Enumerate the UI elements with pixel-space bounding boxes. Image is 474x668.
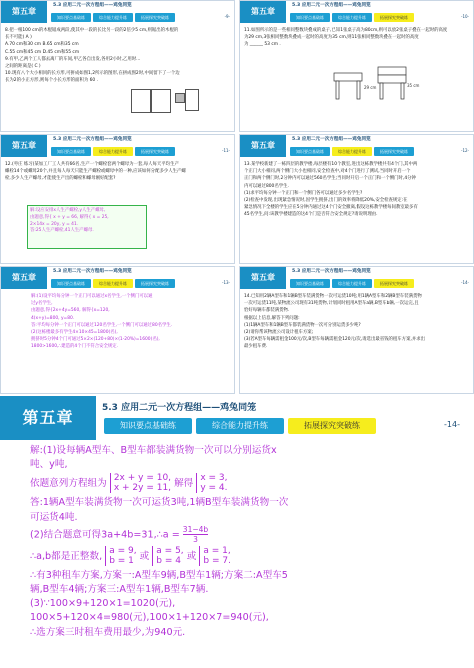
rectangle-figure — [131, 89, 201, 113]
label-35cm: 35 cm — [407, 83, 420, 88]
tab-bar — [47, 13, 234, 22]
chapter-title: 第五章 — [240, 135, 286, 157]
slide-header — [240, 267, 473, 289]
section-title: 5.3 应用二元一次方程组——鸡兔同笼 — [53, 137, 132, 142]
solve-label: 解得 — [174, 478, 194, 490]
solution-system — [152, 546, 183, 566]
tab-extension[interactable]: 拓展探究突破练 — [135, 13, 175, 22]
tab-basic[interactable]: 知识要点基础练 — [290, 147, 330, 156]
text-line: 恰好每辆车都装满货物. — [244, 308, 290, 314]
fraction-denominator: 3 — [193, 534, 198, 544]
tab-comprehensive[interactable]: 综合能力提升练 — [93, 13, 133, 22]
solution-row: x = 3, — [200, 473, 228, 484]
label-29cm: 29 cm — [364, 85, 377, 90]
slide-page-10 — [239, 0, 474, 132]
tab-bar — [47, 147, 234, 156]
text-line: 根据以上信息,解答下列问题: — [244, 315, 300, 321]
text-line: A.70 cm和30 cm B.65 cm和35 cm — [5, 42, 79, 48]
chapter-title: 第五章 — [1, 1, 47, 23]
tab-extension[interactable]: 拓展探究突破练 — [288, 418, 376, 434]
text-line: (3)若A型车每辆需租金100元/次,B型车每辆需租金120元/次,请选出最省钱的租车方案,并求出 — [244, 337, 426, 343]
solution-line: ∴选方案三时租车费用最少,为940元. — [30, 626, 186, 638]
chapter-title: 第五章 — [1, 267, 47, 289]
solution-text-part: (2)结合题意可得3a+4b=31,∴a = — [30, 529, 180, 541]
equation-prefix: 依题意列方程组为 — [30, 478, 107, 490]
slide-body — [244, 293, 469, 351]
answer-line: (2)这栋楼最多有学生4×10×45=1800(名), — [31, 330, 118, 336]
equation-row: 2x + y = 10, — [113, 473, 172, 484]
text-line: 一次可运货11吨,某物流公司现有31吨货物,计划同时租用A型车a辆,B型车b辆,一次运完,且 — [244, 301, 419, 307]
equation-system — [110, 473, 171, 493]
answer-line: 2×14x = 20y, y = 41. — [30, 221, 79, 227]
solution-line: 解:(1)设每辆A型车、B型车都装满货物一次可以分别运货x — [30, 445, 277, 456]
text-line: (1)1辆A型车和1辆B型车都装满货物一次可分别运货多少吨? — [244, 322, 361, 328]
solution-line: 可运货4吨. — [30, 511, 78, 523]
answer-line: 过y名学生, — [31, 301, 53, 307]
tab-extension[interactable]: 拓展探究突破练 — [374, 13, 414, 22]
solution-text-part: ∴a,b都是正整数, — [30, 550, 103, 562]
tab-comprehensive[interactable]: 综合能力提升练 — [196, 418, 284, 434]
text-line: 正门和两个侧门时,2分钟内可以通过560名学生;当同时开启一个正门和一个侧门时,4分钟 — [244, 176, 416, 182]
text-line: 14.已知用2辆A型车和1辆B型车装满货物一次可运货10吨;用1辆A型车和2辆B型车装满货物 — [244, 294, 422, 299]
answer-line: 答:25人生产螺栓,41人生产螺母. — [30, 228, 94, 234]
chapter-title: 第五章 — [240, 267, 286, 289]
slide-page-12 — [239, 134, 474, 264]
page-number: -12- — [461, 148, 469, 153]
page-number: -10- — [461, 14, 469, 19]
section-title: 5.3 应用二元一次方程组——鸡兔同笼 — [292, 269, 371, 274]
fraction — [183, 525, 208, 544]
slide-page-13 — [0, 266, 235, 394]
solution-line: 吨、y吨, — [30, 459, 68, 471]
solution-row: y = 4. — [200, 483, 228, 494]
text-line: 最少租车费. — [244, 344, 268, 350]
solution-row: b = 4 — [156, 555, 181, 566]
answer-line: 4(x+y)=800, y=80. — [31, 315, 75, 321]
section-title: 5.3 应用二元一次方程组——鸡兔同笼 — [53, 3, 132, 8]
slide-body — [5, 161, 230, 183]
answer-line: 由题意,得{2x+4y=560, 解得{x=120, — [31, 308, 110, 314]
solution-row: b = 1 — [109, 555, 134, 566]
slide-header — [1, 267, 234, 289]
text-line: C.55 cm和45 cm D.45 cm和55 cm — [5, 49, 80, 55]
text-line: 栓,多少人生产螺母,才能使生产出的螺栓和螺母刚好配套? — [5, 176, 116, 182]
fraction-line — [30, 525, 450, 545]
text-line: 45名学生,问:该教学楼建造的这4个门是否符合安全规定?请说明理由. — [244, 212, 378, 218]
page-number: -9- — [224, 14, 230, 19]
tab-comprehensive[interactable]: 综合能力提升练 — [332, 147, 372, 156]
solution-system — [196, 473, 227, 493]
tab-extension[interactable]: 拓展探究突破练 — [374, 279, 414, 288]
or-word: 或 — [186, 550, 197, 562]
section-title: 5.3 应用二元一次方程组——鸡兔同笼 — [292, 3, 371, 8]
tab-basic[interactable]: 知识要点基础练 — [290, 279, 330, 288]
text-line: 长不可能( A ) — [5, 35, 32, 41]
answer-line: 由题意,得{ x + y = 66, 解得{ x = 25, — [30, 214, 109, 220]
slide-page-14-small — [239, 266, 474, 394]
slide-page-9 — [0, 0, 235, 132]
solution-row: a = 9, — [109, 545, 137, 556]
tab-basic[interactable]: 知识要点基础练 — [51, 147, 91, 156]
text-line: 个正门大小相同,两个侧门大小也相同,安全检查中,对4个门进行了测试,当同时开启一个 — [244, 169, 411, 175]
slide-header — [240, 135, 473, 157]
solution-text — [30, 444, 450, 640]
tab-extension[interactable]: 拓展探究突破练 — [374, 147, 414, 156]
page-number: -14- — [444, 420, 460, 429]
slide-body — [5, 27, 230, 85]
tab-comprehensive[interactable]: 综合能力提升练 — [332, 279, 372, 288]
solution-row: a = 1, — [203, 545, 231, 556]
tab-bar — [286, 147, 473, 156]
solution-line: 辆,B型车4辆;方案三:A型车1辆,B型车7辆. — [30, 584, 209, 596]
page-number: -11- — [222, 148, 230, 153]
solution-line: 100×5+120×4=980(元),100×1+120×7=940(元), — [30, 612, 269, 624]
tab-bar — [47, 279, 234, 288]
chapter-title: 第五章 — [1, 135, 47, 157]
tab-bar — [96, 418, 474, 434]
text-line: (2)请你帮该物流公司设计租车方案; — [244, 330, 314, 336]
text-line: 11.如图所示的是一些相同整数块叠成的桌子,已知1张桌子高为80cm,则可以放2张桌子叠在一起时的高度 — [244, 28, 448, 33]
solution-system — [199, 546, 231, 566]
solution-row: a = 5, — [156, 545, 184, 556]
text-line: 内可以通过800名学生. — [244, 183, 289, 189]
slide-header — [0, 396, 474, 440]
equation-row: x + 2y = 11, — [113, 483, 172, 494]
answer-line: 答:平均每分钟一个正门可以通过120名学生,一个侧门可以通过80名学生. — [31, 322, 173, 328]
text-line: (2)检查中发现,出现紧急情况时,因学生拥挤,出门的效率将降低20%,安全检查规定:在 — [244, 198, 408, 204]
slide-header — [1, 135, 234, 157]
answer-line: 解:设应安排x人生产螺栓,y人生产螺母, — [30, 208, 106, 213]
section-title: 5.3 应用二元一次方程组——鸡兔同笼 — [292, 137, 371, 142]
slide-body — [31, 293, 230, 351]
tab-basic[interactable]: 知识要点基础练 — [51, 279, 91, 288]
tab-extension[interactable]: 拓展探究突破练 — [135, 147, 175, 156]
tab-basic[interactable]: 知识要点基础练 — [104, 418, 192, 434]
text-line: 10.现有八个大小相同的长方形,可拼成如图1,2所示的图形,在拼成图2时,中间留下了一个边 — [5, 71, 180, 77]
tab-comprehensive[interactable]: 综合能力提升练 — [93, 147, 133, 156]
text-line: 紧急情况下全楼的学生应在5分钟内通过这4个门安全撤离,假设这栋教学楼每间教室最多有 — [244, 205, 418, 211]
chapter-title: 第五章 — [0, 396, 96, 440]
slide-body — [244, 161, 469, 219]
text-line: 之间的距离是( C ) — [5, 64, 41, 70]
text-line: 长为2的小正方形,则每个小长方形的面积为 60 . — [5, 78, 98, 84]
text-line: 螺栓14个或螺母20个,并且每人每天只能生产螺栓或螺母中的一种,应该如何分配多少人生产螺 — [5, 169, 186, 175]
or-word: 或 — [139, 550, 150, 562]
page-number: -14- — [461, 280, 469, 285]
tab-extension[interactable]: 拓展探究突破练 — [135, 279, 175, 288]
section-title: 5.3 应用二元一次方程组——鸡兔同笼 — [102, 403, 257, 413]
section-title: 5.3 应用二元一次方程组——鸡兔同笼 — [53, 269, 132, 274]
slide-header — [1, 1, 234, 23]
text-line: (1)求平均每分钟一个正门和一个侧门各可以通过多少名学生? — [244, 190, 363, 196]
text-line: 12.(枣庄 练习)某加工厂工人共有66名,生产一个螺栓套两个螺母为一套,每人每天平均生产 — [5, 162, 179, 167]
chapter-title: 第五章 — [240, 1, 286, 23]
solution-line: ∴有3种租车方案,方案一:A型车9辆,B型车1辆;方案二:A型车5 — [30, 569, 288, 581]
text-line: 9.有甲,乙两个工人都去离厂的车间,甲乙各自出发,各用2小时,乙用时... — [5, 56, 141, 62]
solution-line: 答:1辆A型车装满货物一次可运货3吨,1辆B型车装满货物一次 — [30, 497, 289, 509]
integer-solutions-line — [30, 545, 450, 569]
solution-system — [105, 546, 136, 566]
tab-comprehensive[interactable]: 综合能力提升练 — [93, 279, 133, 288]
answer-line: 拥挤时5分钟4个门可通过5×2×(120+80)×(1-20%)=1600(名), — [31, 337, 160, 343]
solution-row: b = 7. — [203, 555, 231, 566]
tab-bar — [286, 13, 473, 22]
answer-line: 解:(1)设平均每分钟一个正门可以通过x名学生,一个侧门可以通 — [31, 294, 153, 299]
tab-basic[interactable]: 知识要点基础练 — [51, 13, 91, 22]
text-line: 为 ______ 53 cm . — [244, 42, 281, 48]
slide-body — [244, 27, 469, 49]
solution-line: (3)∵100×9+120×1=1020(元), — [30, 598, 176, 610]
slide-header — [240, 1, 473, 23]
text-line: 8.把一根100 cm的木棍锯成两段,使其中一段的长比另一段的2倍少5 cm,则锯出的木棍的 — [5, 28, 179, 33]
text-line: 为29 cm,3张相同整数块叠成一起时的高度为35 cm,则11张相同整数块叠在一起时的高度 — [244, 35, 419, 41]
tab-bar — [286, 279, 473, 288]
fraction-numerator: 31−4b — [182, 524, 209, 534]
equation-system-line — [30, 472, 450, 496]
slide-page-11 — [0, 134, 235, 264]
table-stack-figure — [330, 63, 420, 113]
page-number: -13- — [222, 280, 230, 285]
tab-comprehensive[interactable]: 综合能力提升练 — [332, 13, 372, 22]
answer-box — [27, 205, 147, 249]
tab-basic[interactable]: 知识要点基础练 — [290, 13, 330, 22]
slide-page-14-large — [0, 396, 474, 668]
answer-line: 1800>1600,∴建造的4个门不符合安全规定. — [31, 344, 119, 350]
text-line: 13.某学校新建了一栋四层的教学楼,每层楼有10个教室,进出这栋教学楼共有4个门,其中两 — [244, 162, 418, 167]
